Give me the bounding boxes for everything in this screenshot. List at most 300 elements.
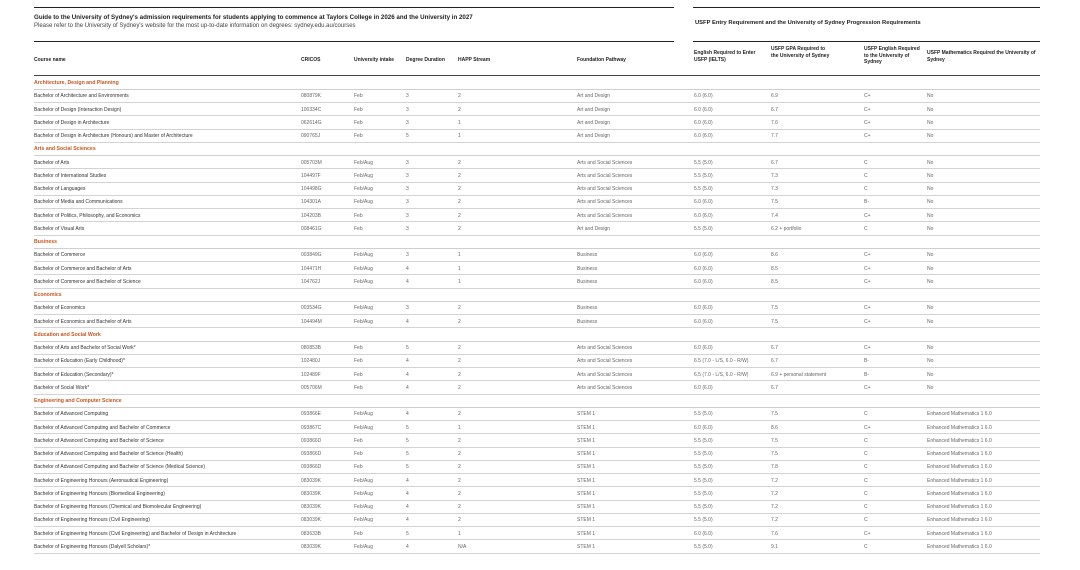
university-intake: Feb/Aug: [354, 543, 373, 550]
usfp-mathematics: Enhanced Mathematics 1 6.0: [927, 451, 992, 457]
course-name: Bachelor of Economics: [34, 305, 86, 312]
usfp-english: B-: [864, 199, 869, 206]
happ-stream: 2: [458, 106, 461, 113]
degree-duration: 5: [406, 530, 409, 537]
english-required: 6.0 (6.0): [694, 265, 713, 272]
happ-stream: 1: [458, 530, 461, 537]
happ-stream: N/A: [458, 543, 467, 550]
usfp-english: C+: [864, 265, 871, 272]
foundation-pathway: Arts and Social Sciences: [577, 212, 633, 219]
foundation-pathway: STEM 1: [577, 504, 596, 510]
usfp-mathematics: No: [927, 252, 934, 259]
cricos-code: 104471H: [301, 265, 322, 272]
foundation-pathway: Art and Design: [577, 106, 611, 113]
table-row: [34, 183, 1040, 196]
usfp-gpa: 7.4: [771, 212, 778, 219]
cricos-code: 080853B: [301, 345, 322, 351]
degree-duration: 5: [406, 464, 409, 471]
course-name: Bachelor of Politics, Philosophy, and Economics: [34, 212, 141, 219]
usfp-mathematics: Enhanced Mathematics 1 6.0: [927, 464, 992, 471]
university-intake: Feb: [354, 93, 363, 100]
foundation-pathway: STEM 1: [577, 437, 596, 444]
university-intake: Feb/Aug: [354, 477, 373, 484]
university-intake: Feb: [354, 133, 363, 139]
course-name: Bachelor of Advanced Computing and Bachelor of Science (Medical Science): [34, 464, 205, 471]
happ-stream: 1: [458, 278, 461, 285]
usfp-mathematics: No: [927, 172, 934, 179]
english-required: 5.5 (5.0): [694, 543, 713, 550]
usfp-mathematics: No: [927, 106, 934, 113]
table-row: [34, 487, 1040, 500]
usfp-gpa: 8.6: [771, 424, 778, 431]
section-title: Engineering and Computer Science: [34, 398, 122, 404]
english-required: 6.0 (6.0): [694, 278, 713, 285]
course-name: Bachelor of Commerce and Bachelor of Science: [34, 278, 141, 285]
degree-duration: 5: [406, 437, 409, 444]
usfp-gpa: 7.5: [771, 318, 778, 325]
course-name: Bachelor of Languages: [34, 186, 86, 192]
usfp-english: C+: [864, 106, 871, 113]
university-intake: Feb: [354, 225, 363, 232]
course-name: Bachelor of Economics and Bachelor of Arts: [34, 318, 132, 325]
english-required: 5.5 (5.0): [694, 186, 713, 192]
english-required: 5.5 (5.0): [694, 464, 713, 471]
usfp-mathematics: No: [927, 133, 934, 139]
usfp-mathematics: Enhanced Mathematics 1 6.0: [927, 543, 992, 550]
course-name: Bachelor of Commerce and Bachelor of Arts: [34, 265, 132, 272]
section-title: Architecture, Design and Planning: [34, 80, 119, 86]
cricos-code: 062614G: [301, 119, 322, 126]
english-required: 6.0 (6.0): [694, 119, 713, 126]
english-required: 6.0 (6.0): [694, 212, 713, 219]
cricos-code: 102480J: [301, 358, 321, 365]
cricos-code: 100334C: [301, 106, 322, 113]
foundation-pathway: Art and Design: [577, 133, 611, 139]
table-row: [34, 116, 1040, 129]
university-intake: Feb/Aug: [354, 411, 373, 418]
university-intake: Feb/Aug: [354, 172, 373, 179]
foundation-pathway: STEM 1: [577, 490, 596, 497]
university-intake: Feb/Aug: [354, 305, 373, 312]
degree-duration: 4: [406, 543, 409, 550]
usfp-gpa: 7.5: [771, 199, 778, 206]
course-name: Bachelor of Engineering Honours (Biomedical Engineering): [34, 490, 165, 497]
english-required: 6.0 (6.0): [694, 345, 713, 351]
course-name: Bachelor of Media and Communications: [34, 199, 123, 206]
usfp-english: C+: [864, 384, 871, 391]
usfp-mathematics: No: [927, 265, 934, 272]
usfp-gpa: 6.7: [771, 106, 778, 113]
usfp-english: C: [864, 437, 868, 444]
cricos-code: 104762J: [301, 278, 321, 285]
cricos-code: 093867C: [301, 424, 322, 431]
degree-duration: 4: [406, 504, 409, 510]
usfp-gpa: 7.8: [771, 464, 778, 471]
usfp-english: C: [864, 451, 868, 457]
cricos-code: 104203B: [301, 212, 322, 219]
col-cricos: CRICOS: [301, 57, 321, 63]
happ-stream: 2: [458, 318, 461, 325]
usfp-english: C+: [864, 318, 871, 325]
university-intake: Feb/Aug: [354, 504, 373, 510]
table-row: [34, 262, 1040, 275]
course-name: Bachelor of Engineering Honours (Aeronautical Engineering): [34, 477, 169, 484]
usfp-gpa: 8.5: [771, 265, 778, 272]
english-required: 6.5 (7.0 - L/S, 6.0 - R/W): [694, 371, 749, 378]
usfp-english: C: [864, 464, 868, 471]
usfp-mathematics: No: [927, 93, 934, 100]
group-rule-left: [34, 41, 674, 42]
usfp-gpa: 7.2: [771, 477, 778, 484]
cricos-code: 093866D: [301, 464, 322, 471]
course-name: Bachelor of Visual Arts: [34, 225, 85, 232]
english-required: 5.5 (5.0): [694, 172, 713, 179]
usfp-gpa: 7.3: [771, 172, 778, 179]
table-row: [34, 196, 1040, 209]
usfp-gpa: 7.3: [771, 186, 778, 192]
happ-stream: 2: [458, 172, 461, 179]
happ-stream: 1: [458, 424, 461, 431]
english-required: 5.5 (5.0): [694, 490, 713, 497]
usfp-gpa: 6.7: [771, 384, 778, 391]
foundation-pathway: Arts and Social Sciences: [577, 345, 633, 351]
cricos-code: 083039K: [301, 517, 322, 524]
course-name: Bachelor of Education (Secondary)*: [34, 371, 114, 378]
usfp-gpa: 7.5: [771, 411, 778, 418]
degree-duration: 5: [406, 451, 409, 457]
foundation-pathway: Arts and Social Sciences: [577, 358, 633, 365]
university-intake: Feb/Aug: [354, 517, 373, 524]
degree-duration: 3: [406, 199, 409, 206]
university-intake: Feb: [354, 464, 363, 471]
happ-stream: 2: [458, 199, 461, 206]
foundation-pathway: Art and Design: [577, 225, 611, 232]
table-row: [34, 408, 1040, 421]
cricos-code: 104494M: [301, 318, 322, 325]
happ-stream: 2: [458, 384, 461, 391]
cricos-code: 003534G: [301, 305, 322, 312]
usfp-mathematics: No: [927, 371, 934, 378]
cricos-code: 083633B: [301, 530, 322, 537]
cricos-code: 083039K: [301, 490, 322, 497]
university-intake: Feb/Aug: [354, 186, 373, 192]
english-required: 6.0 (6.0): [694, 530, 713, 537]
university-intake: Feb: [354, 530, 363, 537]
course-name: Bachelor of Commerce: [34, 252, 86, 259]
university-intake: Feb: [354, 106, 363, 113]
foundation-pathway: STEM 1: [577, 464, 596, 471]
degree-duration: 3: [406, 186, 409, 192]
usfp-mathematics: No: [927, 345, 934, 351]
table-row: [34, 474, 1040, 487]
usfp-mathematics: Enhanced Mathematics 1 6.0: [927, 504, 992, 510]
university-intake: Feb: [354, 371, 363, 378]
usfp-english: B-: [864, 371, 869, 378]
cricos-code: 083039K: [301, 477, 322, 484]
happ-stream: 1: [458, 252, 461, 259]
course-name: Bachelor of Arts: [34, 159, 70, 166]
english-required: 6.0 (6.0): [694, 199, 713, 206]
document-title: Guide to the University of Sydney's admission requirements for students applying to commence at Taylors College in 2026 and the University in 2027: [34, 14, 473, 21]
course-name: Bachelor of Engineering Honours (Civil Engineering) and Bachelor of Design in Architecture: [34, 530, 237, 537]
usfp-english: C+: [864, 278, 871, 285]
section-title: Education and Social Work: [34, 331, 101, 338]
university-intake: Feb: [354, 451, 363, 457]
foundation-pathway: Business: [577, 265, 598, 272]
degree-duration: 5: [406, 133, 409, 139]
foundation-pathway: Arts and Social Sciences: [577, 186, 633, 192]
degree-duration: 4: [406, 371, 409, 378]
english-required: 6.0 (6.0): [694, 252, 713, 259]
cricos-code: 080879K: [301, 93, 322, 100]
happ-stream: 1: [458, 133, 461, 139]
usfp-english: C+: [864, 345, 871, 351]
cricos-code: 102489F: [301, 371, 321, 378]
table-row: [34, 209, 1040, 222]
usfp-mathematics: No: [927, 384, 934, 391]
usfp-mathematics: No: [927, 358, 934, 365]
table-row: [34, 434, 1040, 447]
english-required: 6.0 (6.0): [694, 106, 713, 113]
section-title: Economics: [34, 292, 62, 298]
english-required: 6.0 (6.0): [694, 93, 713, 100]
happ-stream: 2: [458, 345, 461, 351]
usfp-gpa: 7.2: [771, 490, 778, 497]
degree-duration: 3: [406, 305, 409, 312]
usfp-english: C: [864, 186, 868, 192]
university-intake: Feb: [354, 119, 363, 126]
section-header: [34, 77, 1040, 90]
section-header: [34, 289, 1040, 302]
usfp-mathematics: No: [927, 186, 934, 192]
usfp-mathematics: No: [927, 119, 934, 126]
usfp-english: C+: [864, 93, 871, 100]
happ-stream: 2: [458, 371, 461, 378]
usfp-mathematics: No: [927, 225, 934, 232]
university-intake: Feb: [354, 384, 363, 391]
section-header: [34, 143, 1040, 156]
university-intake: Feb/Aug: [354, 159, 373, 166]
col-usfp-english: USFP English Required to the University of Sydney: [864, 46, 920, 65]
degree-duration: 3: [406, 212, 409, 219]
foundation-pathway: Arts and Social Sciences: [577, 371, 633, 378]
usfp-mathematics: Enhanced Mathematics 1 6.0: [927, 424, 992, 431]
course-name: Bachelor of Design in Architecture (Honours) and Master of Architecture: [34, 133, 193, 139]
usfp-english: C: [864, 172, 868, 179]
cricos-code: 083039K: [301, 504, 322, 510]
usfp-gpa: 8.6: [771, 252, 778, 259]
usfp-english: B-: [864, 358, 869, 365]
table-row: [34, 421, 1040, 434]
table-row: [34, 315, 1040, 328]
cricos-code: 093866D: [301, 451, 322, 457]
usfp-english: C+: [864, 119, 871, 126]
degree-duration: 4: [406, 318, 409, 325]
cricos-code: 005706M: [301, 384, 322, 391]
degree-duration: 3: [406, 252, 409, 259]
english-required: 5.5 (5.0): [694, 437, 713, 444]
table-row: [34, 501, 1040, 514]
usfp-mathematics: No: [927, 305, 934, 312]
happ-stream: 2: [458, 159, 461, 166]
table-row: [34, 381, 1040, 394]
university-intake: Feb: [354, 437, 363, 444]
happ-stream: 2: [458, 212, 461, 219]
section-title: Arts and Social Sciences: [34, 146, 96, 153]
table-row: [34, 540, 1040, 553]
col-degree-duration: Degree Duration: [406, 57, 445, 63]
foundation-pathway: STEM 1: [577, 411, 596, 418]
degree-duration: 4: [406, 411, 409, 418]
english-required: 5.5 (5.0): [694, 225, 713, 232]
english-required: 5.5 (5.0): [694, 477, 713, 484]
usfp-mathematics: Enhanced Mathematics 1 6.0: [927, 517, 992, 524]
university-intake: Feb/Aug: [354, 199, 373, 206]
section-header: [34, 328, 1040, 341]
degree-duration: 5: [406, 345, 409, 351]
col-happ-stream: HAPP Stream: [458, 57, 491, 63]
usfp-mathematics: No: [927, 212, 934, 219]
foundation-pathway: Arts and Social Sciences: [577, 384, 633, 391]
usfp-gpa: 6.7: [771, 159, 778, 166]
course-name: Bachelor of Arts and Bachelor of Social Work*: [34, 345, 136, 351]
usfp-english: C: [864, 225, 868, 232]
usfp-gpa: 7.6: [771, 530, 778, 537]
english-required: 6.0 (6.0): [694, 305, 713, 312]
foundation-pathway: Business: [577, 278, 598, 285]
usfp-gpa: 6.7: [771, 358, 778, 365]
document-header: [34, 14, 674, 30]
table-row: [34, 448, 1040, 461]
happ-stream: 2: [458, 305, 461, 312]
university-intake: Feb/Aug: [354, 490, 373, 497]
table-row: [34, 156, 1040, 169]
course-name: Bachelor of Advanced Computing: [34, 411, 109, 418]
usfp-gpa: 6.7: [771, 345, 778, 351]
university-intake: Feb: [354, 345, 363, 351]
usfp-english: C+: [864, 424, 871, 431]
cricos-code: 005703M: [301, 159, 322, 166]
course-name: Bachelor of Design (Interaction Design): [34, 106, 122, 113]
happ-stream: 1: [458, 265, 461, 272]
section-header: [34, 236, 1040, 249]
usfp-english: C: [864, 477, 868, 484]
table-row: [34, 355, 1040, 368]
course-name: Bachelor of Education (Early Childhood)*: [34, 358, 125, 365]
degree-duration: 3: [406, 106, 409, 113]
happ-stream: 2: [458, 358, 461, 365]
university-intake: Feb/Aug: [354, 424, 373, 431]
happ-stream: 2: [458, 186, 461, 192]
university-intake: Feb/Aug: [354, 318, 373, 325]
usfp-gpa: 9.1: [771, 543, 778, 550]
usfp-gpa: 7.2: [771, 517, 778, 524]
course-name: Bachelor of Advanced Computing and Bachelor of Commerce: [34, 424, 171, 431]
university-intake: Feb/Aug: [354, 252, 373, 259]
degree-duration: 3: [406, 172, 409, 179]
table-row: [34, 514, 1040, 527]
happ-stream: 2: [458, 437, 461, 444]
university-intake: Feb: [354, 358, 363, 365]
table-row: [34, 222, 1040, 235]
course-table: [34, 77, 1040, 554]
english-required: 5.5 (5.0): [694, 159, 713, 166]
table-row: [34, 130, 1040, 143]
usfp-mathematics: No: [927, 278, 934, 285]
usfp-mathematics: Enhanced Mathematics 1 6.0: [927, 530, 992, 537]
foundation-pathway: STEM 1: [577, 477, 596, 484]
col-usfp-mathematics: USFP Mathematics Required the University of Sydney: [927, 50, 1036, 63]
university-intake: Feb/Aug: [354, 278, 373, 285]
usfp-gpa: 6.9: [771, 93, 778, 100]
happ-stream: 2: [458, 490, 461, 497]
english-required: 6.0 (6.0): [694, 424, 713, 431]
usfp-gpa: 7.5: [771, 305, 778, 312]
usfp-english: C: [864, 159, 868, 166]
col-university-intake: University intake: [354, 57, 395, 63]
degree-duration: 4: [406, 490, 409, 497]
english-required: 6.5 (7.0 - L/S, 6.0 - R/W): [694, 358, 749, 365]
usfp-english: C: [864, 411, 868, 418]
usfp-english: C: [864, 490, 868, 497]
degree-duration: 5: [406, 424, 409, 431]
happ-stream: 2: [458, 225, 461, 232]
usfp-mathematics: No: [927, 199, 934, 206]
degree-duration: 4: [406, 278, 409, 285]
course-name: Bachelor of Social Work*: [34, 384, 90, 391]
usfp-mathematics: No: [927, 159, 934, 166]
usfp-english: C+: [864, 305, 871, 312]
foundation-pathway: STEM 1: [577, 451, 596, 457]
usfp-mathematics: Enhanced Mathematics 1 6.0: [927, 477, 992, 484]
degree-duration: 4: [406, 517, 409, 524]
usfp-english: C+: [864, 530, 871, 537]
usfp-gpa: 7.6: [771, 119, 778, 126]
usfp-english: C+: [864, 212, 871, 219]
foundation-pathway: STEM 1: [577, 424, 596, 431]
happ-stream: 2: [458, 411, 461, 418]
happ-stream: 2: [458, 517, 461, 524]
english-required: 5.5 (5.0): [694, 504, 713, 510]
foundation-pathway: Arts and Social Sciences: [577, 172, 633, 179]
usfp-english: C+: [864, 252, 871, 259]
happ-stream: 2: [458, 464, 461, 471]
course-name: Bachelor of Engineering Honours (Dalyell Scholars)*: [34, 543, 151, 550]
table-row: [34, 527, 1040, 540]
foundation-pathway: STEM 1: [577, 517, 596, 524]
col-foundation-pathway: Foundation Pathway: [577, 57, 626, 63]
table-row: [34, 275, 1040, 288]
degree-duration: 4: [406, 384, 409, 391]
document-subtitle: Please refer to the University of Sydney's website for the most up-to-date information on degrees: sydney.edu.au/courses: [34, 23, 356, 29]
cricos-code: 093866E: [301, 411, 322, 418]
usfp-mathematics: Enhanced Mathematics 1 6.0: [927, 411, 992, 418]
course-name: Bachelor of International Studies: [34, 172, 107, 179]
col-usfp-gpa: USFP GPA Required to the University of Sydney: [771, 46, 830, 59]
top-rule-left: [34, 7, 674, 8]
usfp-english: C: [864, 543, 868, 550]
cricos-code: 083039K: [301, 543, 322, 550]
cricos-code: 090765J: [301, 133, 321, 139]
col-course-name: Course name: [34, 57, 66, 63]
usfp-gpa: 7.5: [771, 451, 778, 457]
usfp-mathematics: Enhanced Mathematics 1 6.0: [927, 437, 992, 444]
degree-duration: 3: [406, 225, 409, 232]
english-required: 5.5 (5.0): [694, 517, 713, 524]
degree-duration: 4: [406, 265, 409, 272]
english-required: 6.0 (6.0): [694, 318, 713, 325]
usfp-english: C+: [864, 133, 871, 139]
